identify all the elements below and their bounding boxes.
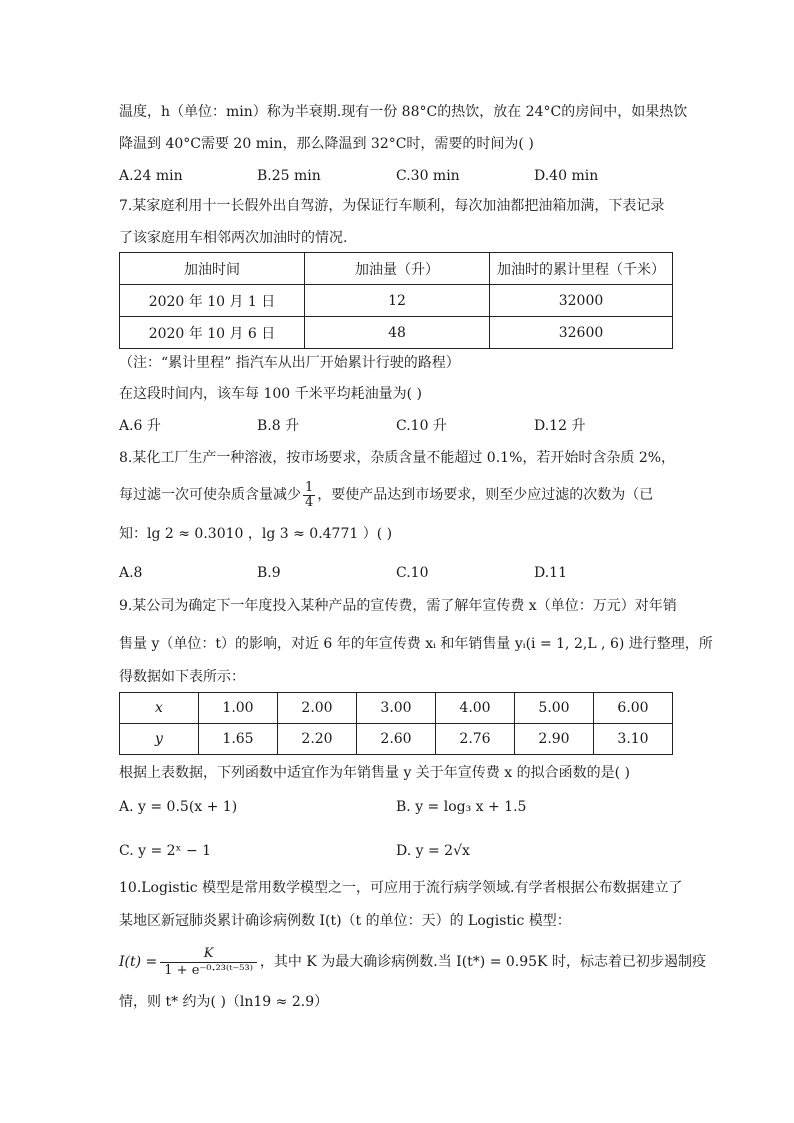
- q8-option-a: A.8: [119, 565, 143, 581]
- table-row: [120, 724, 673, 755]
- table-cell: 2.00: [278, 693, 357, 724]
- fraction-numerator: 1: [305, 479, 314, 495]
- table-cell: 3.00: [357, 693, 436, 724]
- q10-line4: 情，则 t* 约为( )（ln19 ≈ 2.9）: [119, 994, 329, 1010]
- q9-line2: 售量 y（单位：t）的影响，对近 6 年的年宣传费 xᵢ 和年销售量 yᵢ(i = 1, 2,L , 6) 进行整理，所: [119, 636, 713, 652]
- q6-line1: 温度，h（单位：min）称为半衰期.现有一份 88°C的热饮，放在 24°C的房间中，如果热饮: [119, 104, 688, 120]
- table-header-cell: 加油量（升）: [305, 253, 490, 285]
- table-row: [120, 693, 673, 724]
- table-cell: 4.00: [436, 693, 515, 724]
- table-cell: 12: [305, 285, 490, 317]
- q9-line1: 9.某公司为确定下一年度投入某种产品的宣传费，需了解年宣传费 x（单位：万元）对年销: [119, 598, 677, 614]
- table-cell: 32000: [490, 285, 673, 317]
- formula-fraction: [160, 946, 257, 979]
- formula-denominator: 1 + e⁻⁰·²³⁽ᵗ⁻⁵³⁾: [164, 962, 253, 978]
- q8-option-b: B.9: [257, 565, 281, 581]
- q9-data-table: [119, 692, 673, 755]
- q8-option-d: D.11: [534, 565, 567, 581]
- q9-option-d: D. y = 2√x: [396, 843, 470, 859]
- table-cell: 1.00: [199, 693, 278, 724]
- table-cell: 6.00: [594, 693, 673, 724]
- q10-formula-line: [119, 942, 706, 982]
- formula-numerator: K: [160, 946, 257, 963]
- q8-line1: 8.某化工厂生产一种溶液，按市场要求，杂质含量不能超过 0.1%，若开始时含杂质 2%，: [119, 450, 676, 466]
- table-header-cell: 加油时的累计里程（千米）: [490, 253, 673, 285]
- q9-line3: 得数据如下表所示：: [119, 669, 245, 685]
- table-row-label: y: [120, 724, 199, 755]
- q8-option-c: C.10: [396, 565, 429, 581]
- q6-option-b: B.25 min: [257, 168, 321, 184]
- q6-option-d: D.40 min: [534, 168, 599, 184]
- q9-question: 根据上表数据，下列函数中适宜作为年销售量 y 关于年宣传费 x 的拟合函数的是( ): [119, 765, 630, 781]
- q7-refuel-table: [119, 252, 673, 349]
- q9-option-a: A. y = 0.5(x + 1): [119, 799, 238, 815]
- table-cell: 3.10: [594, 724, 673, 755]
- table-header-cell: 加油时间: [120, 253, 305, 285]
- q6-option-c: C.30 min: [396, 168, 460, 184]
- table-row: [120, 317, 673, 349]
- q7-option-d: D.12 升: [534, 418, 586, 434]
- q6-line2: 降温到 40°C需要 20 min，那么降温到 32°C时，需要的时间为( ): [119, 136, 534, 152]
- formula-rest: ，其中 K 为最大确诊病例数.当 I(t*) = 0.95K 时，标志着已初步遏制疫: [259, 954, 706, 970]
- q6-option-a: A.24 min: [119, 168, 183, 184]
- table-cell: 2020 年 10 月 6 日: [120, 317, 305, 349]
- table-cell: 2020 年 10 月 1 日: [120, 285, 305, 317]
- q10-line1: 10.Logistic 模型是常用数学模型之一，可应用于流行病学领域.有学者根据公布数据建立了: [119, 880, 683, 896]
- table-row: [120, 285, 673, 317]
- q7-line2: 了该家庭用车相邻两次加油时的情况.: [119, 230, 348, 246]
- q9-option-c: C. y = 2ˣ − 1: [119, 843, 212, 859]
- q7-question: 在这段时间内，该车每 100 千米平均耗油量为( ): [119, 386, 422, 402]
- table-cell: 48: [305, 317, 490, 349]
- q10-line2: 某地区新冠肺炎累计确诊病例数 I(t)（t 的单位：天）的 Logistic 模型：: [119, 913, 571, 929]
- table-cell: 2.76: [436, 724, 515, 755]
- table-cell: 2.20: [278, 724, 357, 755]
- q8-line2-post: ，要使产品达到市场要求，则至少应过滤的次数为（已: [317, 487, 654, 503]
- table-cell: 5.00: [515, 693, 594, 724]
- q7-option-c: C.10 升: [396, 418, 447, 434]
- table-cell: 1.65: [199, 724, 278, 755]
- q9-option-b: B. y = log₃ x + 1.5: [396, 799, 527, 815]
- fraction: [303, 481, 315, 510]
- q7-line1: 7.某家庭利用十一长假外出自驾游，为保证行车顺利，每次加油都把油箱加满，下表记录: [119, 198, 665, 214]
- q8-line3: 知：lg 2 ≈ 0.3010 ，lg 3 ≈ 0.4771 ）( ): [119, 526, 393, 542]
- table-cell: 2.90: [515, 724, 594, 755]
- q8-line2: [119, 478, 653, 512]
- q7-option-a: A.6 升: [119, 418, 161, 434]
- formula-lhs: I(t) =: [119, 954, 158, 970]
- table-cell: 32600: [490, 317, 673, 349]
- table-header-row: [120, 253, 673, 285]
- q8-line2-pre: 每过滤一次可使杂质含量减少: [119, 487, 301, 503]
- q7-option-b: B.8 升: [257, 418, 300, 434]
- fraction-denominator: 4: [305, 494, 314, 510]
- table-cell: 2.60: [357, 724, 436, 755]
- table-row-label: x: [120, 693, 199, 724]
- q7-note: （注：“累计里程” 指汽车从出厂开始累计行驶的路程）: [119, 355, 460, 371]
